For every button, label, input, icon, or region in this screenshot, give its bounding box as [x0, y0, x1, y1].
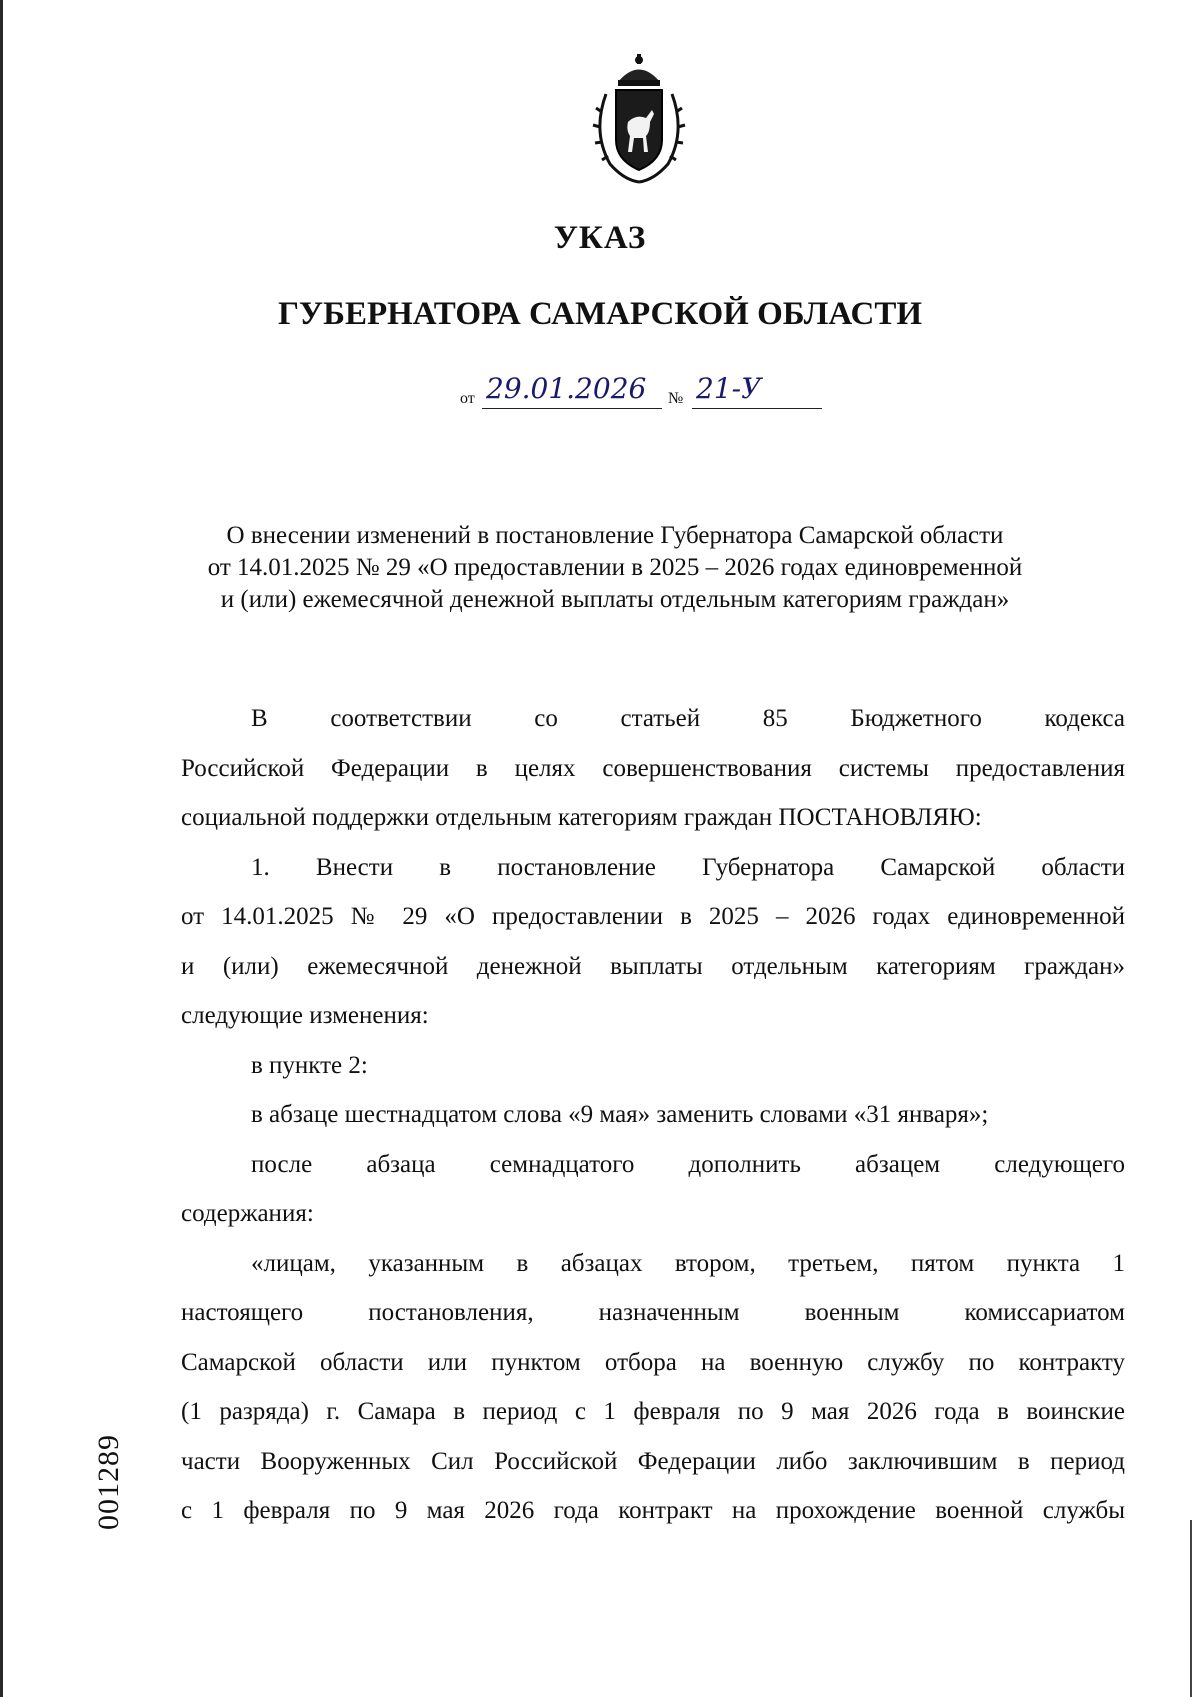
- date-prefix: от: [460, 390, 475, 407]
- date-underline: [482, 408, 662, 409]
- body-line: и (или) ежемесячной денежной выплаты отдельным категориям граждан»: [181, 952, 1125, 980]
- crown-icon: [618, 54, 660, 86]
- coat-of-arms-emblem: [588, 52, 690, 188]
- body-line: содержания:: [181, 1200, 314, 1227]
- handwritten-date: 29.01.2026: [486, 372, 647, 405]
- body-line: после абзаца семнадцатого дополнить абзацем следующего: [251, 1150, 1125, 1178]
- body-line: 1. Внести в постановление Губернатора Самарской области: [251, 853, 1125, 881]
- body-line: в абзаце шестнадцатом слова «9 мая» заменить словами «31 января»;: [251, 1101, 989, 1128]
- body-line: социальной поддержки отдельным категориям граждан ПОСТАНОВЛЯЮ:: [181, 804, 982, 831]
- body-line: В соответствии со статьей 85 Бюджетного кодекса: [251, 705, 1125, 732]
- document-heading: [150, 520, 1080, 616]
- heading-line: от 14.01.2025 № 29 «О предоставлении в 2025 – 2026 годах единовременной: [207, 554, 1023, 581]
- page-scan-edge-right: [1190, 1520, 1192, 1697]
- document-type-title: УКАЗ: [553, 220, 647, 256]
- document-body: [181, 694, 1125, 1536]
- body-line: с 1 февраля по 9 мая 2026 года контракт на прохождение военной службы: [181, 1497, 1125, 1524]
- body-line: «лицам, указанным в абзацах втором, третьем, пятом пункта 1: [251, 1249, 1125, 1277]
- body-line: части Вооруженных Сил Российской Федерации либо заключившим в период: [181, 1447, 1125, 1475]
- body-line: следующие изменения:: [181, 1002, 429, 1029]
- heading-line: О внесении изменений в постановление Губернатора Самарской области: [226, 522, 1004, 549]
- serial-number: 001289: [92, 1434, 125, 1530]
- number-prefix: №: [668, 390, 684, 407]
- body-line: от 14.01.2025 № 29 «О предоставлении в 2025 – 2026 годах единовременной: [181, 903, 1125, 930]
- heading-line: и (или) ежемесячной денежной выплаты отдельным категориям граждан»: [220, 586, 1010, 613]
- number-underline: [692, 408, 822, 409]
- body-line: настоящего постановления, назначенным военным комиссариатом: [181, 1299, 1125, 1326]
- issuer-title: ГУБЕРНАТОРА САМАРСКОЙ ОБЛАСТИ: [277, 296, 923, 332]
- body-line: Российской Федерации в целях совершенствования системы предоставления: [181, 754, 1125, 782]
- body-line: Самарской области или пунктом отбора на военную службу по контракту: [181, 1348, 1125, 1376]
- body-line: (1 разряда) г. Самара в период с 1 февраля по 9 мая 2026 года в воинские: [181, 1398, 1125, 1425]
- body-line: в пункте 2:: [251, 1051, 368, 1079]
- shield-icon: [616, 90, 662, 170]
- handwritten-number: 21-У: [696, 372, 762, 405]
- date-number-line: [460, 372, 840, 412]
